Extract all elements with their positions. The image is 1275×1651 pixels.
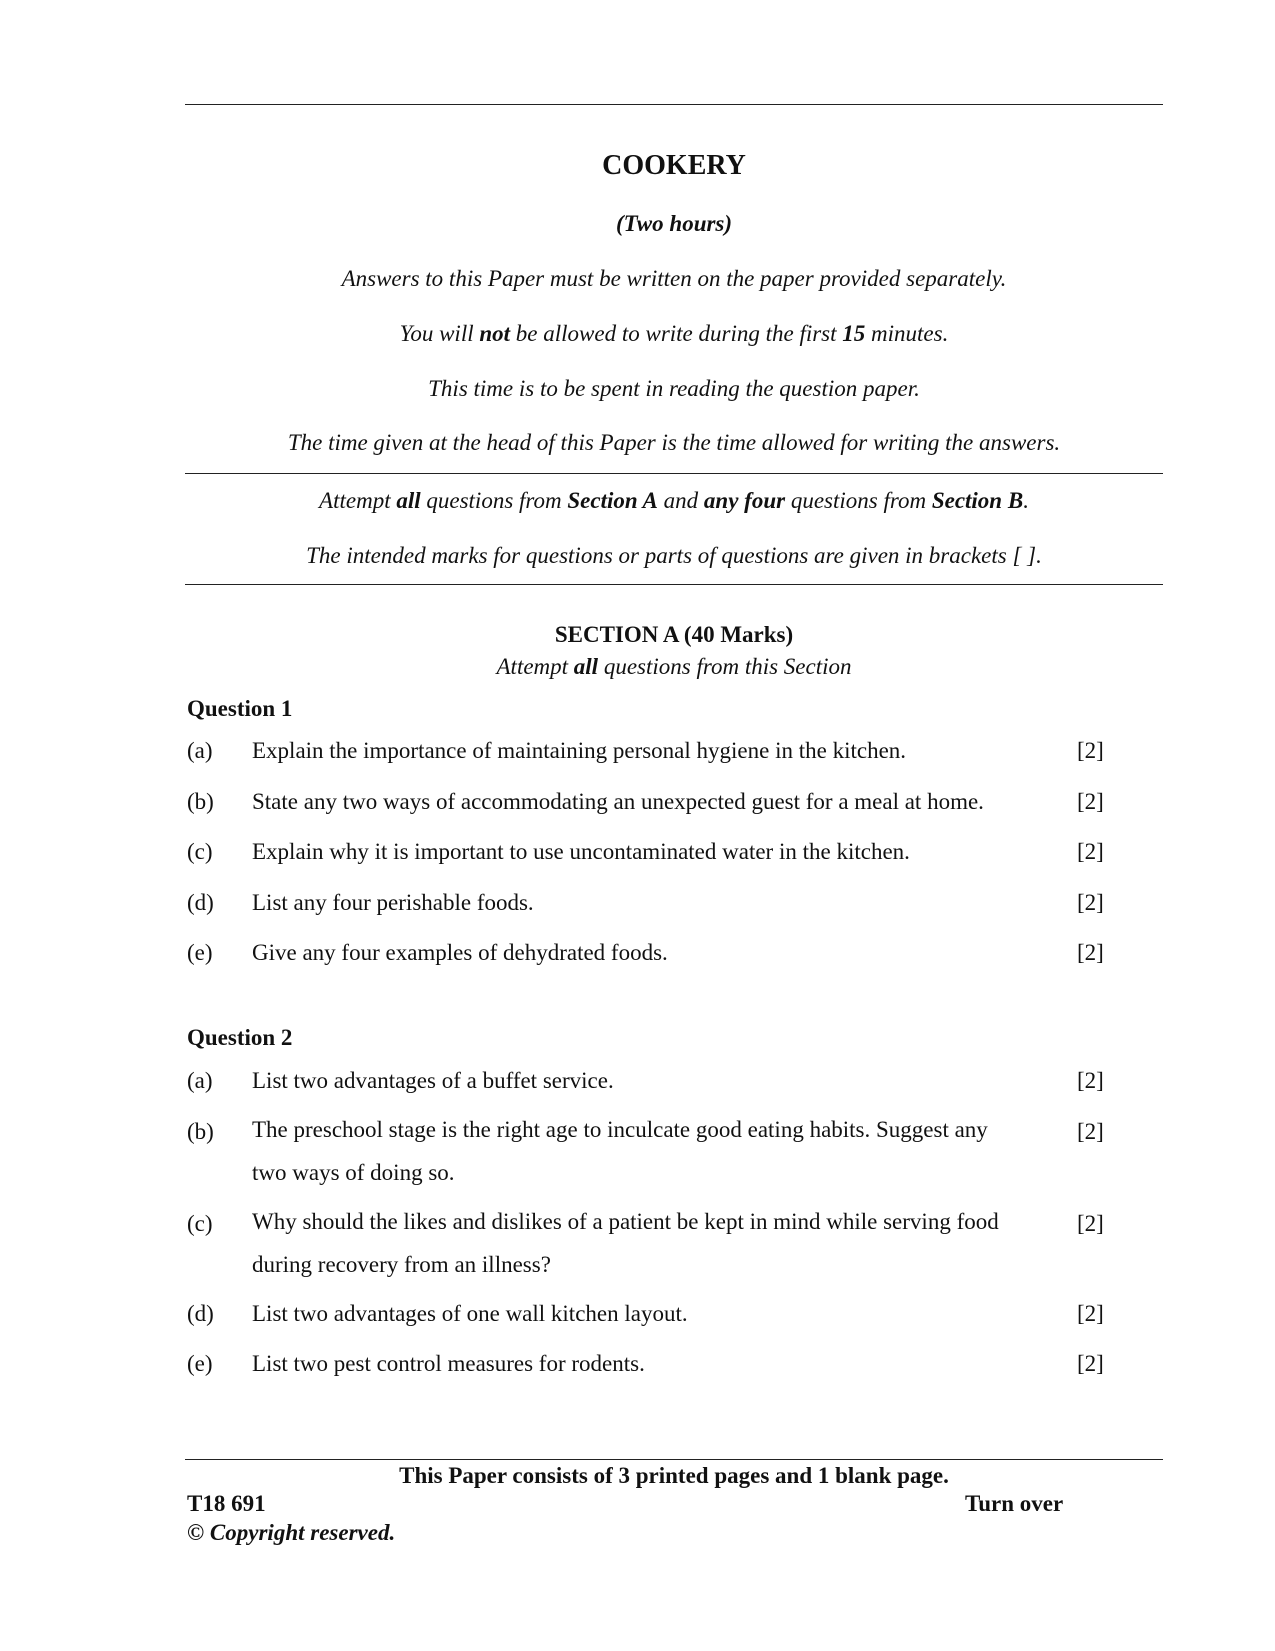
part-text: Give any four examples of dehydrated foods. xyxy=(252,940,668,965)
part-label: (a) xyxy=(187,738,213,763)
part-label: (b) xyxy=(187,1119,214,1144)
part-marks: [2] xyxy=(1077,1119,1104,1144)
paper-title: COOKERY xyxy=(602,150,746,181)
section-rule xyxy=(185,584,1163,585)
part-label: (c) xyxy=(187,839,213,864)
question-1-heading: Question 1 xyxy=(187,696,293,721)
copyright: © Copyright reserved. xyxy=(187,1520,396,1545)
turn-over: Turn over xyxy=(965,1491,1064,1516)
part-text: List two advantages of a buffet service. xyxy=(252,1068,614,1093)
part-marks: [2] xyxy=(1077,1211,1104,1236)
part-marks: [2] xyxy=(1077,789,1104,814)
part-label: (b) xyxy=(187,789,214,814)
attempt-instruction: Attempt all questions from Section A and any four questions from Section B. xyxy=(319,488,1029,513)
paper-code: T18 691 xyxy=(187,1491,266,1516)
part-text: List two advantages of one wall kitchen layout. xyxy=(252,1301,688,1326)
part-label: (d) xyxy=(187,890,214,915)
part-text: Why should the likes and dislikes of a patient be kept in mind while serving food during recovery from an illness? xyxy=(252,1209,999,1277)
footer-rule xyxy=(185,1459,1163,1460)
part-text: Explain the importance of maintaining personal hygiene in the kitchen. xyxy=(252,738,907,763)
part-marks: [2] xyxy=(1077,839,1104,864)
instruction-3: This time is to be spent in reading the question paper. xyxy=(428,376,920,401)
part-label: (e) xyxy=(187,1351,213,1376)
pages-note: This Paper consists of 3 printed pages and 1 blank page. xyxy=(399,1463,949,1488)
instruction-rule xyxy=(185,473,1163,474)
part-marks: [2] xyxy=(1077,1351,1104,1376)
part-label: (d) xyxy=(187,1301,214,1326)
part-marks: [2] xyxy=(1077,1301,1104,1326)
duration: (Two hours) xyxy=(615,211,733,236)
question-2-heading: Question 2 xyxy=(187,1025,293,1050)
part-label: (a) xyxy=(187,1068,213,1093)
top-rule xyxy=(185,104,1163,105)
part-text: List two pest control measures for rodents. xyxy=(252,1351,645,1376)
part-marks: [2] xyxy=(1077,890,1104,915)
part-label: (c) xyxy=(187,1211,213,1236)
part-text: Explain why it is important to use uncontaminated water in the kitchen. xyxy=(252,839,910,864)
part-label: (e) xyxy=(187,940,213,965)
part-marks: [2] xyxy=(1077,940,1104,965)
part-text: State any two ways of accommodating an unexpected guest for a meal at home. xyxy=(252,789,984,814)
part-marks: [2] xyxy=(1077,738,1104,763)
marks-note: The intended marks for questions or parts of questions are given in brackets [ ]. xyxy=(306,543,1042,568)
instruction-4: The time given at the head of this Paper is the time allowed for writing the answers. xyxy=(287,430,1061,455)
part-marks: [2] xyxy=(1077,1068,1104,1093)
section-title: SECTION A (40 Marks) xyxy=(554,622,794,647)
section-instruction: Attempt all questions from this Section xyxy=(496,654,852,679)
part-text: The preschool stage is the right age to inculcate good eating habits. Suggest any two ways of doing so. xyxy=(252,1117,988,1185)
instruction-1: Answers to this Paper must be written on the paper provided separately. xyxy=(341,266,1007,291)
instruction-2: You will not be allowed to write during the first 15 minutes. xyxy=(399,321,949,346)
part-text: List any four perishable foods. xyxy=(252,890,534,915)
